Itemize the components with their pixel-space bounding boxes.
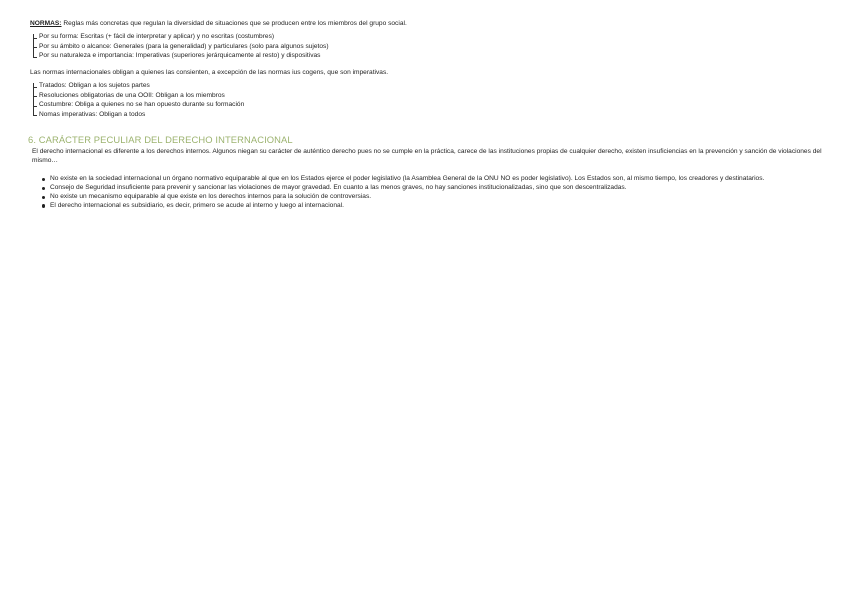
tree-item: Nomas imperativas: Obligan a todos — [32, 111, 732, 121]
tree-item: Por su forma: Escritas (+ fácil de interpretar y aplicar) y no escritas (costumbres) — [32, 33, 732, 43]
list-item: No existe en la sociedad internacional un órgano normativo equiparable al que en los Estados ejerce el poder legislativo (la Asamblea General de la ONU NO es poder legislativo). Los Estados son, al mismo tiempo, los creadores y destinatarios. — [42, 175, 802, 184]
bullet-list — [42, 175, 802, 211]
normas-classification-tree — [32, 33, 732, 62]
section-heading: 6. CARÁCTER PECULIAR DEL DERECHO INTERNACIONAL — [28, 134, 293, 145]
normas-heading: NORMAS: — [30, 20, 62, 27]
international-norms-tree — [32, 82, 732, 120]
tree-item: Por su naturaleza e importancia: Imperativas (superiores jerárquicamente al resto) y dispositivas — [32, 52, 732, 62]
tree-item: Tratados: Obligan a los sujetos partes — [32, 82, 732, 92]
list-item: Consejo de Seguridad insuficiente para prevenir y sancionar las violaciones de mayor gravedad. En cuanto a las menos graves, no hay sanciones institucionalizadas, sino que son descentralizadas. — [42, 184, 802, 193]
tree-item: Resoluciones obligatorias de una OOII: Obligan a los miembros — [32, 92, 732, 102]
list-item: El derecho internacional es subsidiario, es decir, primero se acude al interno y luego al internacional. — [42, 202, 802, 211]
normas-definition — [30, 20, 830, 28]
tree-item: Costumbre: Obliga a quienes no se han opuesto durante su formación — [32, 101, 732, 111]
international-norms-note: Las normas internacionales obligan a quienes las consienten, a excepción de las normas ius cogens, que son imperativas. — [30, 69, 389, 76]
normas-definition-text: Reglas más concretas que regulan la diversidad de situaciones que se producen entre los miembros del grupo social. — [61, 20, 407, 27]
list-item: No existe un mecanismo equiparable al que existe en los derechos internos para la solución de controversias. — [42, 193, 802, 202]
tree-item: Por su ámbito o alcance: Generales (para la generalidad) y particulares (solo para algunos sujetos) — [32, 43, 732, 53]
section-intro-paragraph: El derecho internacional es diferente a los derechos internos. Algunos niegan su carácter de auténtico derecho pues no se cumple en la práctica, carece de las instituciones propias de cualquier derecho, existen insuficiencias en la prevención y sanción de violaciones del mismo… — [32, 148, 822, 164]
